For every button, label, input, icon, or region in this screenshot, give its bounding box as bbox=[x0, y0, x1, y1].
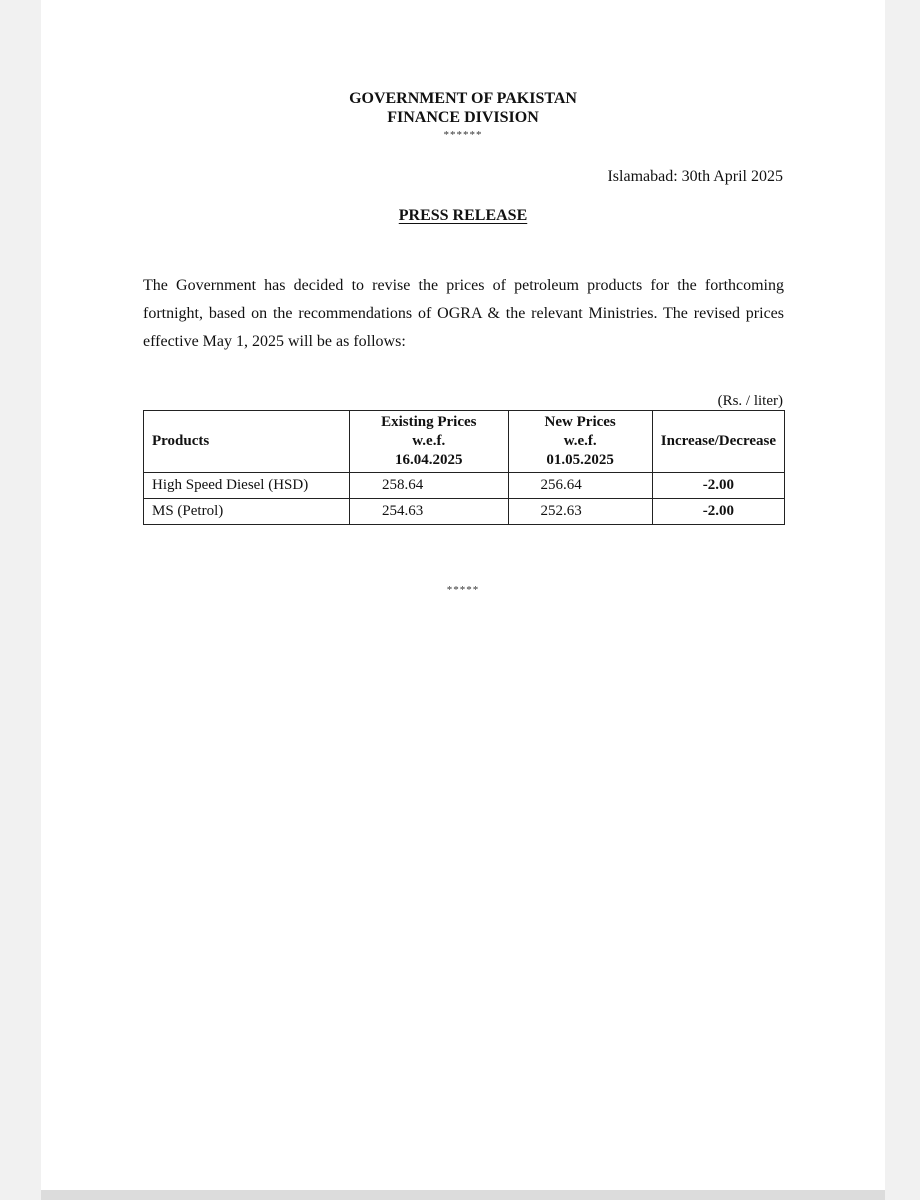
date-line: Islamabad: 30th April 2025 bbox=[607, 168, 783, 185]
body-paragraph: The Government has decided to revise the prices of petroleum products for the forthcoming fortnight, based on the recommendations of OGRA & the relevant Ministries. The revised prices effective May 1, 2025 will be as follows: bbox=[143, 277, 784, 350]
header-products: Products bbox=[144, 411, 350, 473]
page-bottom-edge bbox=[41, 1190, 885, 1200]
table-header-row bbox=[144, 411, 785, 473]
cell-change: -2.00 bbox=[652, 499, 784, 525]
header-division: FINANCE DIVISION bbox=[387, 109, 539, 126]
cell-product: High Speed Diesel (HSD) bbox=[144, 473, 350, 499]
header-new-line1: New Prices bbox=[544, 414, 616, 430]
header-new-line2: w.e.f. bbox=[563, 433, 597, 449]
cell-change: -2.00 bbox=[652, 473, 784, 499]
cell-existing-price: 258.64 bbox=[349, 473, 508, 499]
document-page bbox=[41, 0, 885, 1190]
table-row bbox=[144, 473, 785, 499]
cell-existing-price: 254.63 bbox=[349, 499, 508, 525]
header-new-prices bbox=[508, 411, 652, 473]
table-row bbox=[144, 499, 785, 525]
press-release-title bbox=[41, 207, 885, 225]
header-change: Increase/Decrease bbox=[652, 411, 784, 473]
cell-new-price: 252.63 bbox=[508, 499, 652, 525]
header-stars: ****** bbox=[443, 129, 483, 141]
cell-product: MS (Petrol) bbox=[144, 499, 350, 525]
unit-note: (Rs. / liter) bbox=[717, 393, 783, 409]
header-existing-line1: Existing Prices bbox=[381, 414, 477, 430]
cell-new-price: 256.64 bbox=[508, 473, 652, 499]
header-new-line3: 01.05.2025 bbox=[546, 452, 614, 468]
header-existing-line2: w.e.f. bbox=[412, 433, 446, 449]
header-existing-line3: 16.04.2025 bbox=[395, 452, 463, 468]
footer-stars: ***** bbox=[446, 584, 480, 596]
price-table bbox=[143, 410, 785, 525]
press-release-title-text: PRESS RELEASE bbox=[398, 207, 528, 224]
header-existing-prices bbox=[349, 411, 508, 473]
header-government: GOVERNMENT OF PAKISTAN bbox=[349, 90, 577, 107]
